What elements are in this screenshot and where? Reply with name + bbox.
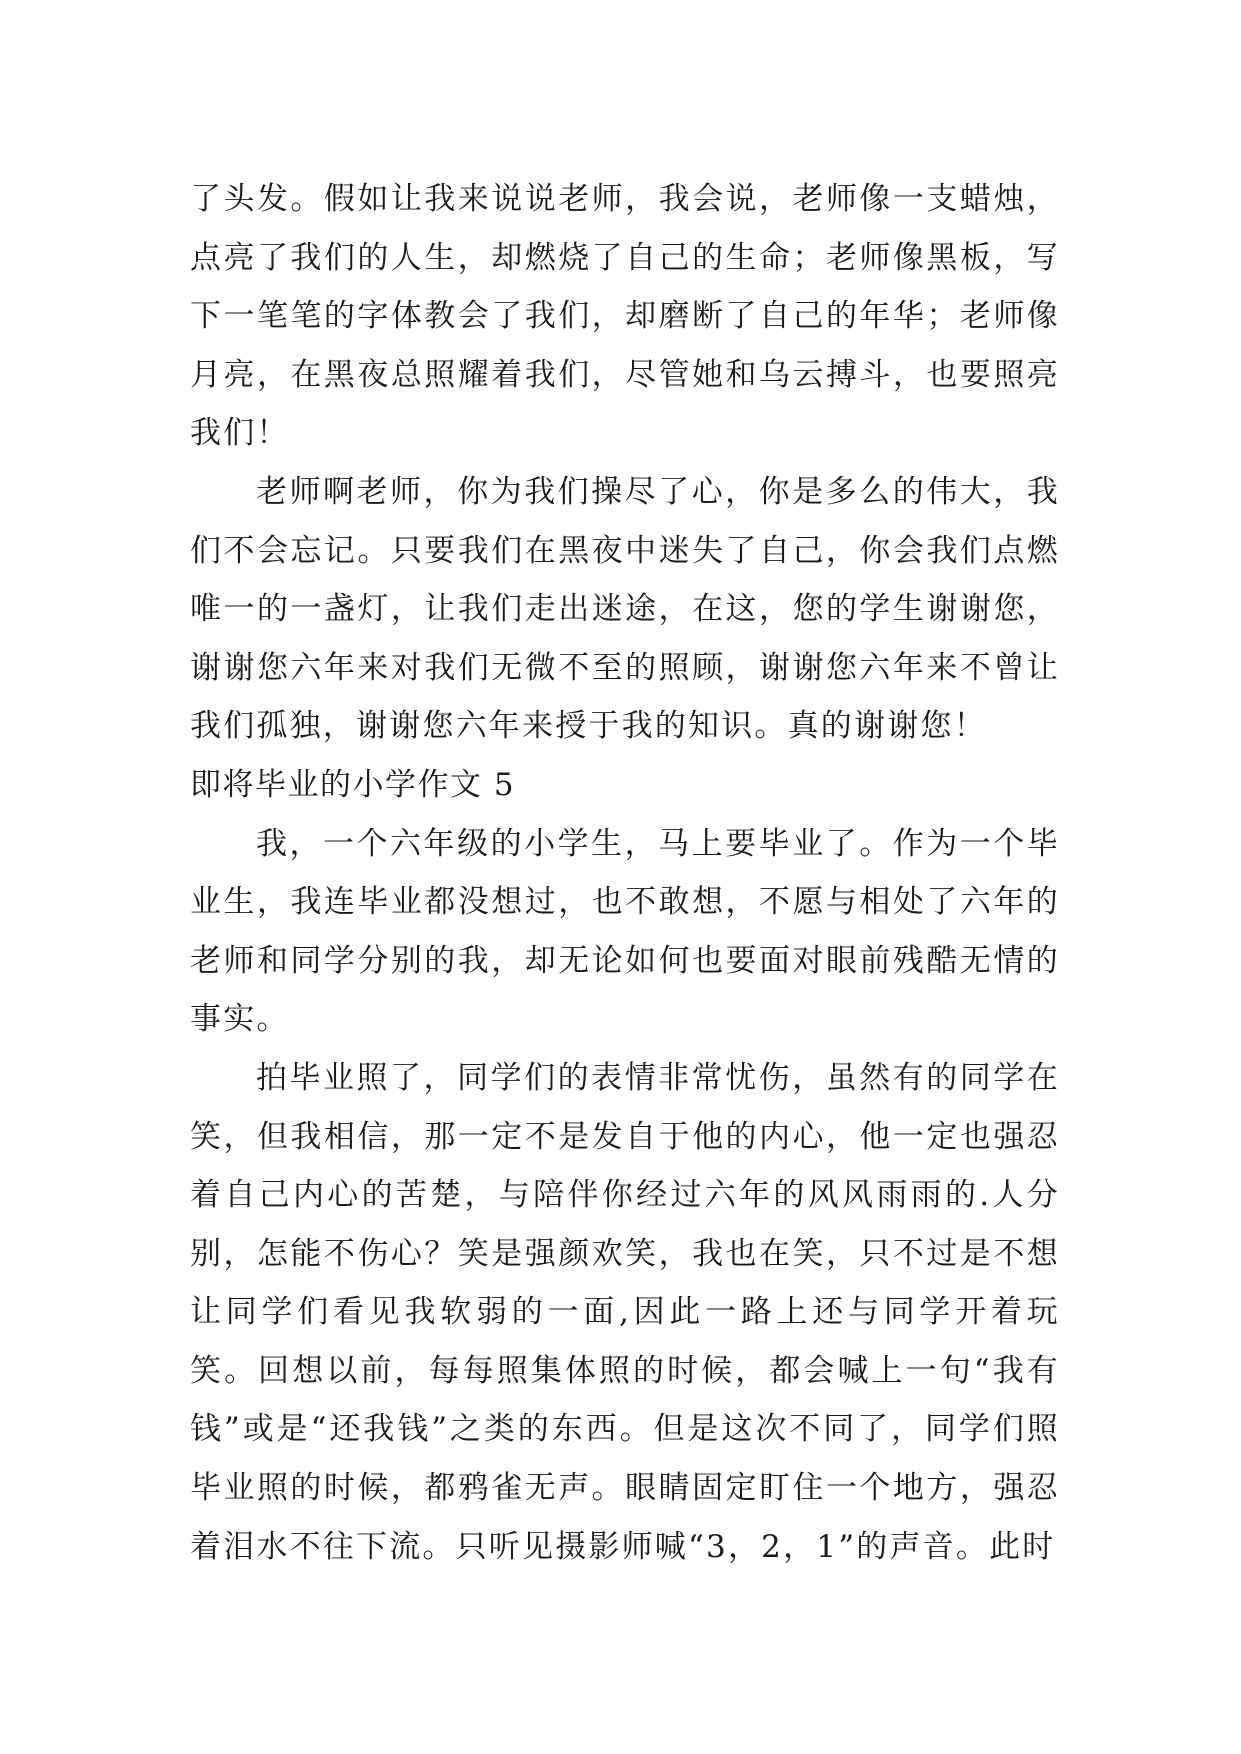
paragraph-1: 了头发。假如让我来说说老师，我会说，老师像一支蜡烛，点亮了我们的人生，却燃烧了自己的生命；老师像黑板，写下一笔笔的字体教会了我们，却磨断了自己的年华；老师像月亮，在黑夜总照耀着我们，尽管她和乌云搏斗，也要照亮我们！ bbox=[190, 181, 1060, 452]
section-heading: 即将毕业的小学作文 5 bbox=[190, 766, 516, 803]
paragraph-4: 拍毕业照了，同学们的表情非常忧伤，虽然有的同学在笑，但我相信，那一定不是发自于他的内心，他一定也强忍着自己内心的苦楚，与陪伴你经过六年的风风雨雨的.人分别，怎能不伤心？笑是强颜欢笑，我也在笑，只不过是不想让同学们看见我软弱的一面,因此一路上还与同学开着玩笑。回想以前，每每照集体照的时候，都会喊上一句“我有钱”或是“还我钱”之类的东西。但是这次不同了，同学们照毕业照的时候，都鸦雀无声。眼睛固定盯住一个地方，强忍着泪水不往下流。只听见摄影师喊“3，2，1”的声音。此时 bbox=[190, 1059, 1060, 1565]
paragraph-2: 老师啊老师，你为我们操尽了心，你是多么的伟大，我们不会忘记。只要我们在黑夜中迷失了自己，你会我们点燃唯一的一盏灯，让我们走出迷途，在这，您的学生谢谢您，谢谢您六年来对我们无微不至的照顾，谢谢您六年来不曾让我们孤独，谢谢您六年来授于我的知识。真的谢谢您！ bbox=[190, 473, 1060, 745]
document-body bbox=[190, 170, 1060, 1576]
paragraph-3: 我，一个六年级的小学生，马上要毕业了。作为一个毕业生，我连毕业都没想过，也不敢想，不愿与相处了六年的老师和同学分别的我，却无论如何也要面对眼前残酷无情的事实。 bbox=[190, 825, 1060, 1038]
